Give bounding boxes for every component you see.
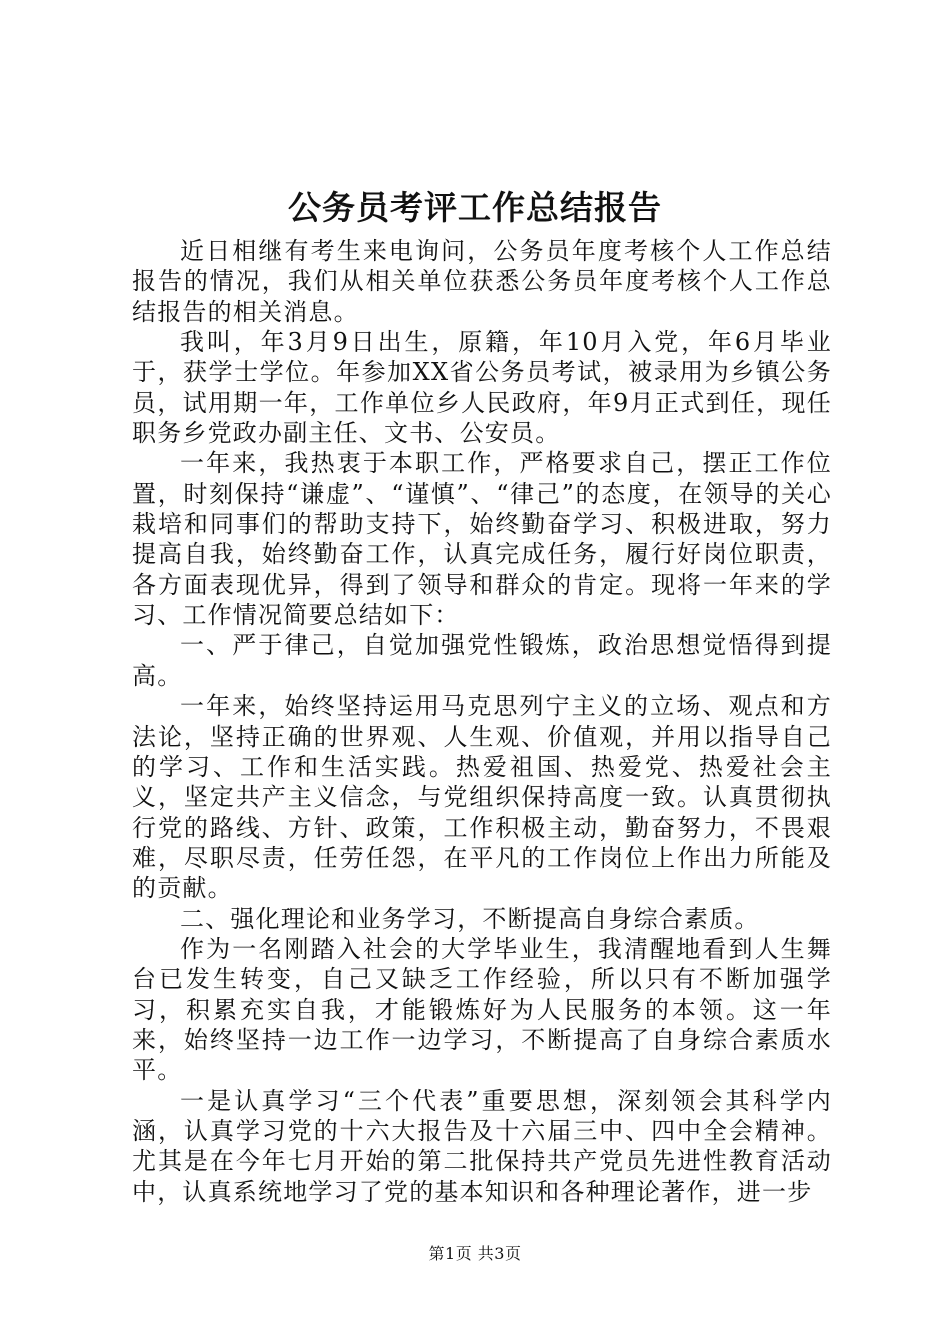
paragraph-1: 近日相继有考生来电询问，公务员年度考核个人工作总结报告的情况，我们从相关单位获悉公务员年度考核个人工作总结报告的相关消息。 bbox=[132, 237, 832, 326]
document-title: 公务员考评工作总结报告 bbox=[288, 188, 662, 227]
section-heading-2: 二、强化理论和业务学习，不断提高自身综合素质。 bbox=[180, 904, 760, 933]
paragraph-5: 作为一名刚踏入社会的大学毕业生，我清醒地看到人生舞台已发生转变，自己又缺乏工作经验，所以只有不断加强学习，积累充实自我，才能锻炼好为人民服务的本领。这一年来，始终坚持一边工作一边学习，不断提高了自身综合素质水平。 bbox=[132, 934, 832, 1085]
paragraph-6: 一是认真学习“三个代表”重要思想，深刻领会其科学内涵，认真学习党的十六大报告及十六届三中、四中全会精神。尤其是在今年七月开始的第二批保持共产党员先进性教育活动中，认真系统地学习了党的基本知识和各种理论著作，进一步 bbox=[132, 1086, 832, 1206]
paragraph-3: 一年来，我热衷于本职工作，严格要求自己，摆正工作位置，时刻保持“谦虚”、“谨慎”、“律己”的态度，在领导的关心栽培和同事们的帮助支持下，始终勤奋学习、积极进取，努力提高自我，始终勤奋工作，认真完成任务，履行好岗位职责，各方面表现优异，得到了领导和群众的肯定。现将一年来的学习、工作情况简要总结如下： bbox=[132, 449, 832, 630]
paragraph-2: 我叫，年3月9日出生，原籍，年10月入党，年6月毕业于，获学士学位。年参加XX省公务员考试，被录用为乡镇公务员，试用期一年，工作单位乡人民政府，年9月正式到任，现任职务乡党政办副主任、文书、公安员。 bbox=[132, 328, 832, 448]
page-footer: 第1页 共3页 bbox=[428, 1244, 522, 1263]
section-heading-1: 一、严于律己，自觉加强党性锻炼，政治思想觉悟得到提高。 bbox=[132, 631, 832, 690]
document-body bbox=[132, 236, 832, 1207]
paragraph-4: 一年来，始终坚持运用马克思列宁主义的立场、观点和方法论，坚持正确的世界观、人生观、价值观，并用以指导自己的学习、工作和生活实践。热爱祖国、热爱党、热爱社会主义，坚定共产主义信念，与党组织保持高度一致。认真贯彻执行党的路线、方针、政策，工作积极主动，勤奋努力，不畏艰难，尽职尽责，任劳任怨，在平凡的工作岗位上作出力所能及的贡献。 bbox=[132, 692, 832, 903]
